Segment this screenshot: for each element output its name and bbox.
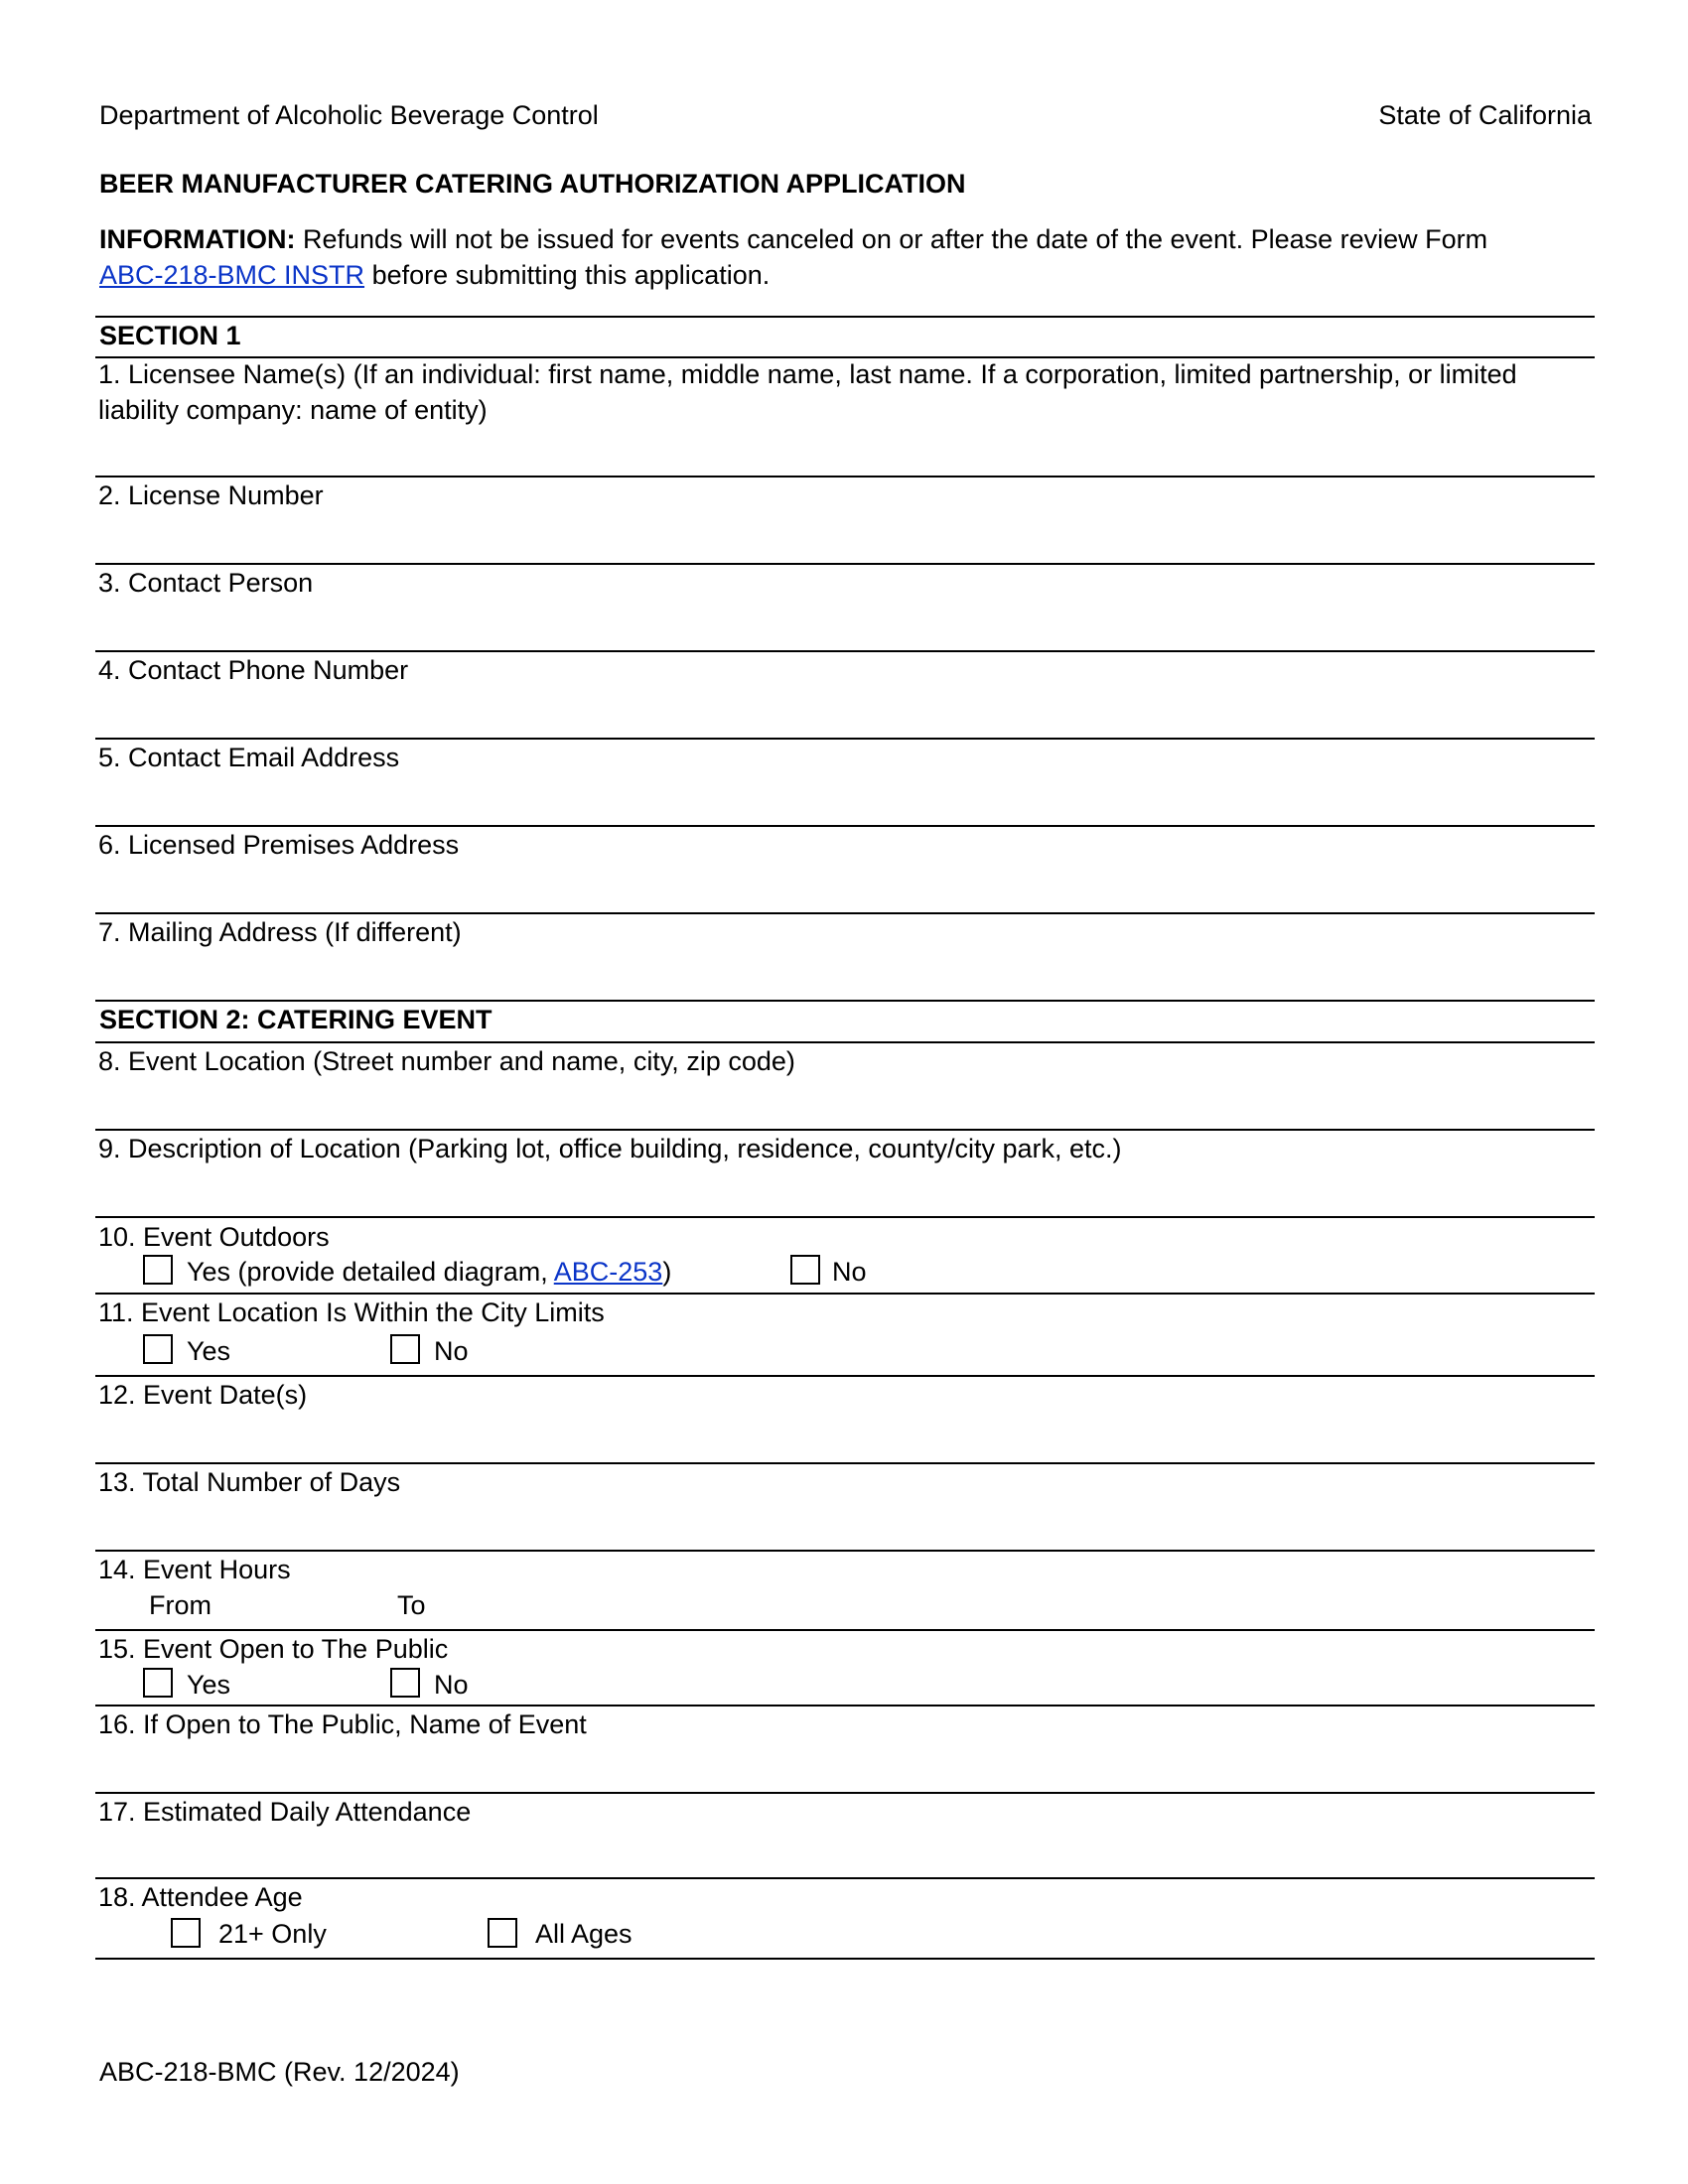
- contact-person-input[interactable]: [95, 602, 1599, 651]
- rule-15: [95, 1705, 1595, 1706]
- rule-16: [95, 1792, 1595, 1794]
- city-limits-yes-checkbox[interactable]: [143, 1334, 173, 1364]
- hours-from-label: From: [149, 1590, 211, 1620]
- field-16-label: 16. If Open to The Public, Name of Event: [98, 1709, 587, 1739]
- field-10-label: 10. Event Outdoors: [98, 1222, 330, 1252]
- rule-11: [95, 1375, 1595, 1377]
- field-13-label: 13. Total Number of Days: [98, 1467, 401, 1497]
- event-dates-input[interactable]: [95, 1414, 1599, 1463]
- hours-from-input[interactable]: [256, 1588, 389, 1624]
- field-8-label: 8. Event Location (Street number and name, city, zip code): [98, 1046, 795, 1076]
- field-7-label: 7. Mailing Address (If different): [98, 917, 462, 947]
- mailing-address-input[interactable]: [95, 951, 1599, 1001]
- field-3-label: 3. Contact Person: [98, 568, 314, 598]
- event-location-input[interactable]: [95, 1080, 1599, 1130]
- information-label: INFORMATION:: [99, 224, 296, 254]
- form-number: ABC-218-BMC (Rev. 12/2024): [99, 2057, 460, 2087]
- event-name-input[interactable]: [95, 1743, 1599, 1793]
- rule-17: [95, 1877, 1595, 1879]
- department-name: Department of Alcoholic Beverage Control: [99, 100, 599, 130]
- form-title: BEER MANUFACTURER CATERING AUTHORIZATION APPLICATION: [99, 169, 966, 199]
- rule-8: [95, 1129, 1595, 1131]
- rule-14: [95, 1629, 1595, 1631]
- state-name: State of California: [1378, 100, 1592, 130]
- field-1-label-cont: liability company: name of entity): [98, 395, 488, 425]
- information-notice: [99, 222, 1487, 256]
- section2-heading-rule: [95, 1041, 1595, 1043]
- outdoors-yes-label: [187, 1255, 671, 1289]
- rule-12: [95, 1462, 1595, 1464]
- field-14-label: 14. Event Hours: [98, 1555, 291, 1584]
- city-limits-no-checkbox[interactable]: [390, 1334, 420, 1364]
- field-17-label: 17. Estimated Daily Attendance: [98, 1797, 472, 1827]
- total-days-input[interactable]: [95, 1501, 1599, 1551]
- field-6-label: 6. Licensed Premises Address: [98, 830, 460, 860]
- outdoors-yes-text: Yes (provide detailed diagram,: [187, 1257, 548, 1287]
- section1-top-rule: [95, 316, 1595, 318]
- public-no-checkbox[interactable]: [390, 1668, 420, 1698]
- contact-phone-input[interactable]: [95, 689, 1599, 739]
- field-12-label: 12. Event Date(s): [98, 1380, 308, 1410]
- field-18-label: 18. Attendee Age: [98, 1882, 303, 1912]
- field-4-label: 4. Contact Phone Number: [98, 655, 409, 685]
- rule-10: [95, 1293, 1595, 1295]
- abc-253-link[interactable]: ABC-253: [553, 1257, 663, 1287]
- public-yes-label: Yes: [187, 1670, 231, 1700]
- hours-to-label: To: [397, 1590, 426, 1620]
- rule-13: [95, 1550, 1595, 1552]
- outdoors-no-label: No: [832, 1257, 867, 1287]
- information-line2: [99, 258, 770, 292]
- section2-top-rule: [95, 1000, 1595, 1002]
- information-text-line2: before submitting this application.: [371, 260, 771, 290]
- age-21-plus-checkbox[interactable]: [171, 1918, 201, 1948]
- outdoors-yes-close: ): [662, 1257, 672, 1287]
- field-11-label: 11. Event Location Is Within the City Limits: [98, 1297, 605, 1327]
- rule-9: [95, 1216, 1595, 1218]
- age-all-ages-label: All Ages: [535, 1919, 633, 1949]
- age-all-ages-checkbox[interactable]: [488, 1918, 517, 1948]
- field-5-label: 5. Contact Email Address: [98, 743, 400, 772]
- field-9-label: 9. Description of Location (Parking lot, office building, residence, county/city park, etc.): [98, 1134, 1122, 1163]
- outdoors-yes-checkbox[interactable]: [143, 1255, 173, 1285]
- attendance-input[interactable]: [95, 1831, 1599, 1878]
- instructions-link[interactable]: ABC-218-BMC INSTR: [99, 260, 365, 290]
- rule-1: [95, 476, 1595, 478]
- rule-5: [95, 825, 1595, 827]
- field-1-label: 1. Licensee Name(s) (If an individual: first name, middle name, last name. If a corporation, limited partnership, or limited: [98, 359, 1517, 389]
- licensee-name-input[interactable]: [95, 429, 1599, 477]
- information-text-line1: Refunds will not be issued for events canceled on or after the date of the event. Please review Form: [302, 224, 1488, 254]
- location-description-input[interactable]: [95, 1167, 1599, 1217]
- rule-3: [95, 650, 1595, 652]
- field-15-label: 15. Event Open to The Public: [98, 1634, 449, 1664]
- city-limits-no-label: No: [434, 1336, 469, 1366]
- section2-heading: SECTION 2: CATERING EVENT: [99, 1005, 492, 1034]
- outdoors-no-checkbox[interactable]: [790, 1255, 820, 1285]
- premises-address-input[interactable]: [95, 864, 1599, 913]
- rule-2: [95, 563, 1595, 565]
- field-2-label: 2. License Number: [98, 480, 324, 510]
- rule-4: [95, 738, 1595, 740]
- license-number-input[interactable]: [95, 514, 1599, 564]
- section1-heading: SECTION 1: [99, 321, 241, 350]
- city-limits-yes-label: Yes: [187, 1336, 231, 1366]
- rule-6: [95, 912, 1595, 914]
- public-yes-checkbox[interactable]: [143, 1668, 173, 1698]
- rule-18: [95, 1958, 1595, 1960]
- contact-email-input[interactable]: [95, 776, 1599, 826]
- hours-to-input[interactable]: [442, 1588, 744, 1624]
- age-21-plus-label: 21+ Only: [218, 1919, 327, 1949]
- public-no-label: No: [434, 1670, 469, 1700]
